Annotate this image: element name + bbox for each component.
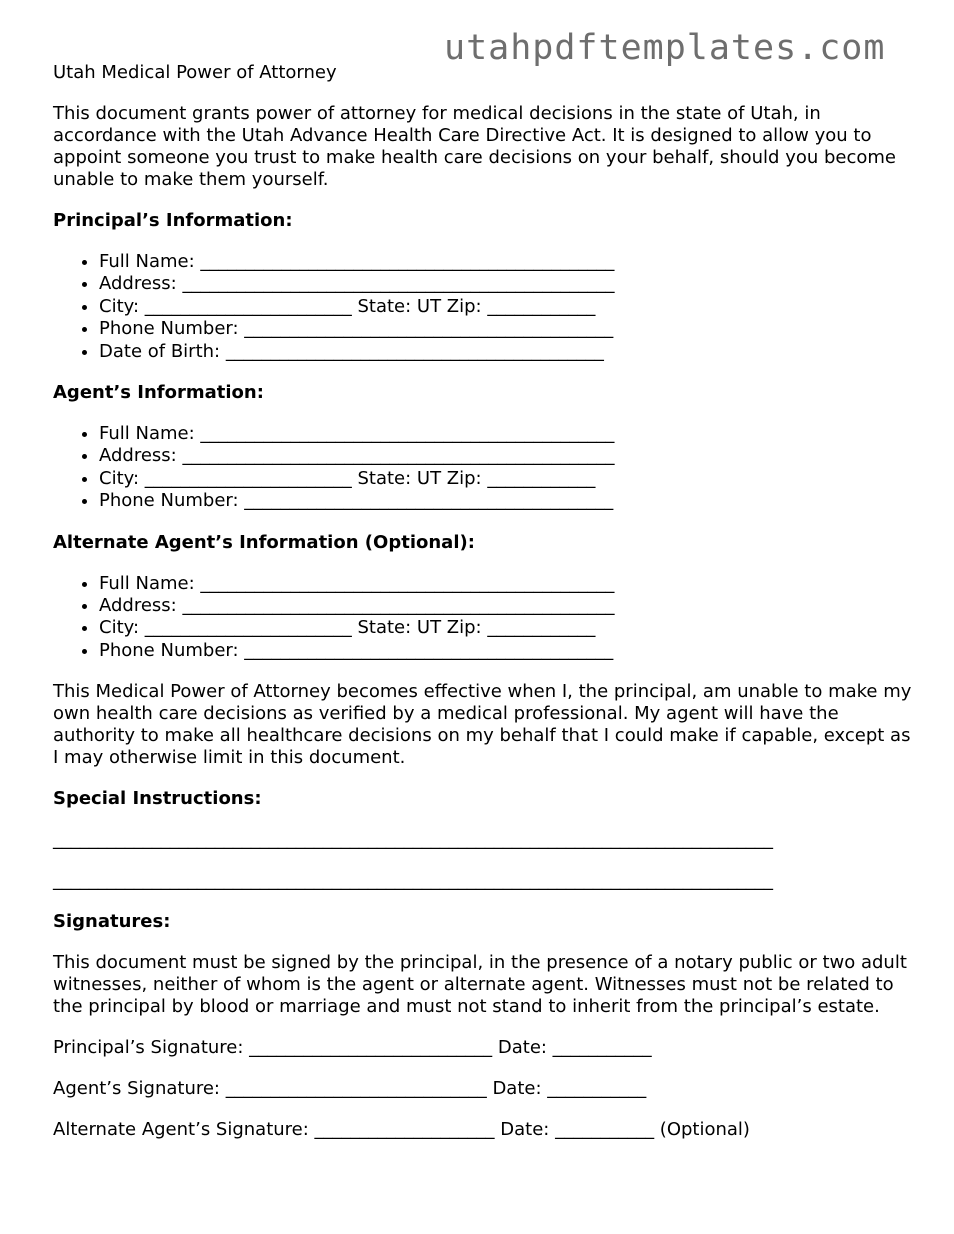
agent-address-field[interactable]: • Address: ________________________________________________ [99,445,913,467]
agent-heading: Agent’s Information: [53,382,264,404]
alternate-agent-heading: Alternate Agent’s Information (Optional): [53,531,475,553]
principal-dob-field[interactable]: • Date of Birth: __________________________________________ [99,341,913,363]
watermark-text: utahpdftemplates.com [444,28,886,68]
agent-full-name-field[interactable]: • Full Name: ______________________________________________ [99,423,913,445]
principal-full-name-field[interactable]: • Full Name: ______________________________________________ [99,251,913,273]
effective-paragraph: This Medical Power of Attorney becomes effective when I, the principal, am unable to make my own health care decisions as verified by a medical professional. My agent will have the authority to make all healthcare decisions on my behalf that I could make if capable, except as I may otherwise limit in this document. [53,681,912,769]
alternate-city-state-zip-field[interactable]: • City: _______________________ State: UT Zip: ____________ [99,617,913,639]
intro-paragraph: This document grants power of attorney for medical decisions in the state of Utah, in accordance with the Utah Advance Health Care Directive Act. It is designed to allow you to appoint someone you trust to make health care decisions on your behalf, should you become unable to make them yourself. [53,103,897,190]
principal-address-field[interactable]: • Address: ________________________________________________ [99,273,913,295]
alternate-agent-signature-line[interactable]: Alternate Agent’s Signature: ____________________ Date: ___________ (Optional) [53,1119,750,1141]
alternate-full-name-field[interactable]: • Full Name: ______________________________________________ [99,573,913,595]
agent-city-state-zip-field[interactable]: • City: _______________________ State: UT Zip: ____________ [99,468,913,490]
special-instructions-line[interactable]: ________________________________________________________________________________ [53,829,773,851]
agent-fields [53,423,913,513]
signatures-paragraph: This document must be signed by the principal, in the presence of a notary public or two adult witnesses, neither of whom is the agent or alternate agent. Witnesses must not be related to the principal by blood or marriage and must not stand to inherit from the principal’s estate. [53,952,907,1018]
document-body [53,62,913,1160]
agent-phone-field[interactable]: • Phone Number: _________________________________________ [99,490,913,512]
principal-city-state-zip-field[interactable]: • City: _______________________ State: UT Zip: ____________ [99,296,913,318]
document-title: Utah Medical Power of Attorney [53,62,337,83]
signatures-heading: Signatures: [53,911,171,933]
principal-signature-line[interactable]: Principal’s Signature: ___________________________ Date: ___________ [53,1037,652,1059]
special-instructions-line[interactable]: ________________________________________________________________________________ [53,870,773,892]
principal-phone-field[interactable]: • Phone Number: _________________________________________ [99,318,913,340]
principal-fields [53,251,913,363]
principal-heading: Principal’s Information: [53,210,293,231]
special-instructions-heading: Special Instructions: [53,788,262,810]
alternate-agent-fields [53,573,913,663]
agent-signature-line[interactable]: Agent’s Signature: _____________________________ Date: ___________ [53,1078,647,1100]
alternate-address-field[interactable]: • Address: ________________________________________________ [99,595,913,617]
alternate-phone-field[interactable]: • Phone Number: _________________________________________ [99,640,913,662]
